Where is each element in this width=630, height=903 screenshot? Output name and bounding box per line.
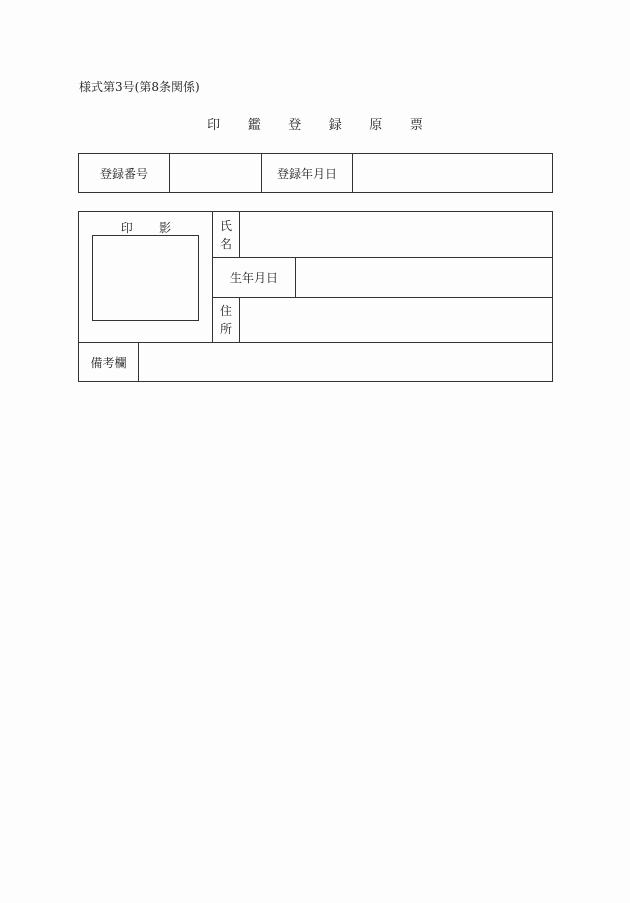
address-label-char-1: 住	[219, 304, 232, 318]
name-label	[213, 212, 240, 257]
remarks-row	[79, 343, 552, 381]
address-label	[213, 298, 240, 342]
form-number-note: 様式第3号(第8条関係)	[79, 80, 200, 94]
address-label-char-2: 所	[219, 322, 232, 336]
birth-date-label: 生年月日	[213, 258, 296, 297]
page-title: 印 鑑 登 録 原 票	[207, 118, 435, 133]
seal-impression-cell	[79, 212, 213, 343]
birth-date-field[interactable]	[296, 258, 552, 297]
name-row	[213, 212, 552, 258]
registrant-table	[78, 211, 553, 382]
registration-number-field[interactable]	[170, 154, 262, 192]
birth-date-row	[213, 258, 552, 298]
registration-table	[78, 153, 553, 193]
registration-date-label: 登録年月日	[262, 154, 353, 192]
seal-impression-box[interactable]	[92, 235, 199, 321]
address-row	[213, 298, 552, 343]
name-label-char-1: 氏	[219, 218, 232, 233]
seal-impression-label: 印影	[120, 221, 198, 235]
name-label-char-2: 名	[219, 236, 232, 251]
name-field[interactable]	[240, 212, 552, 257]
remarks-field[interactable]	[139, 343, 552, 381]
address-field[interactable]	[240, 298, 552, 342]
registration-number-label: 登録番号	[79, 154, 170, 192]
registration-date-field[interactable]	[353, 154, 552, 192]
remarks-label: 備考欄	[79, 343, 139, 381]
